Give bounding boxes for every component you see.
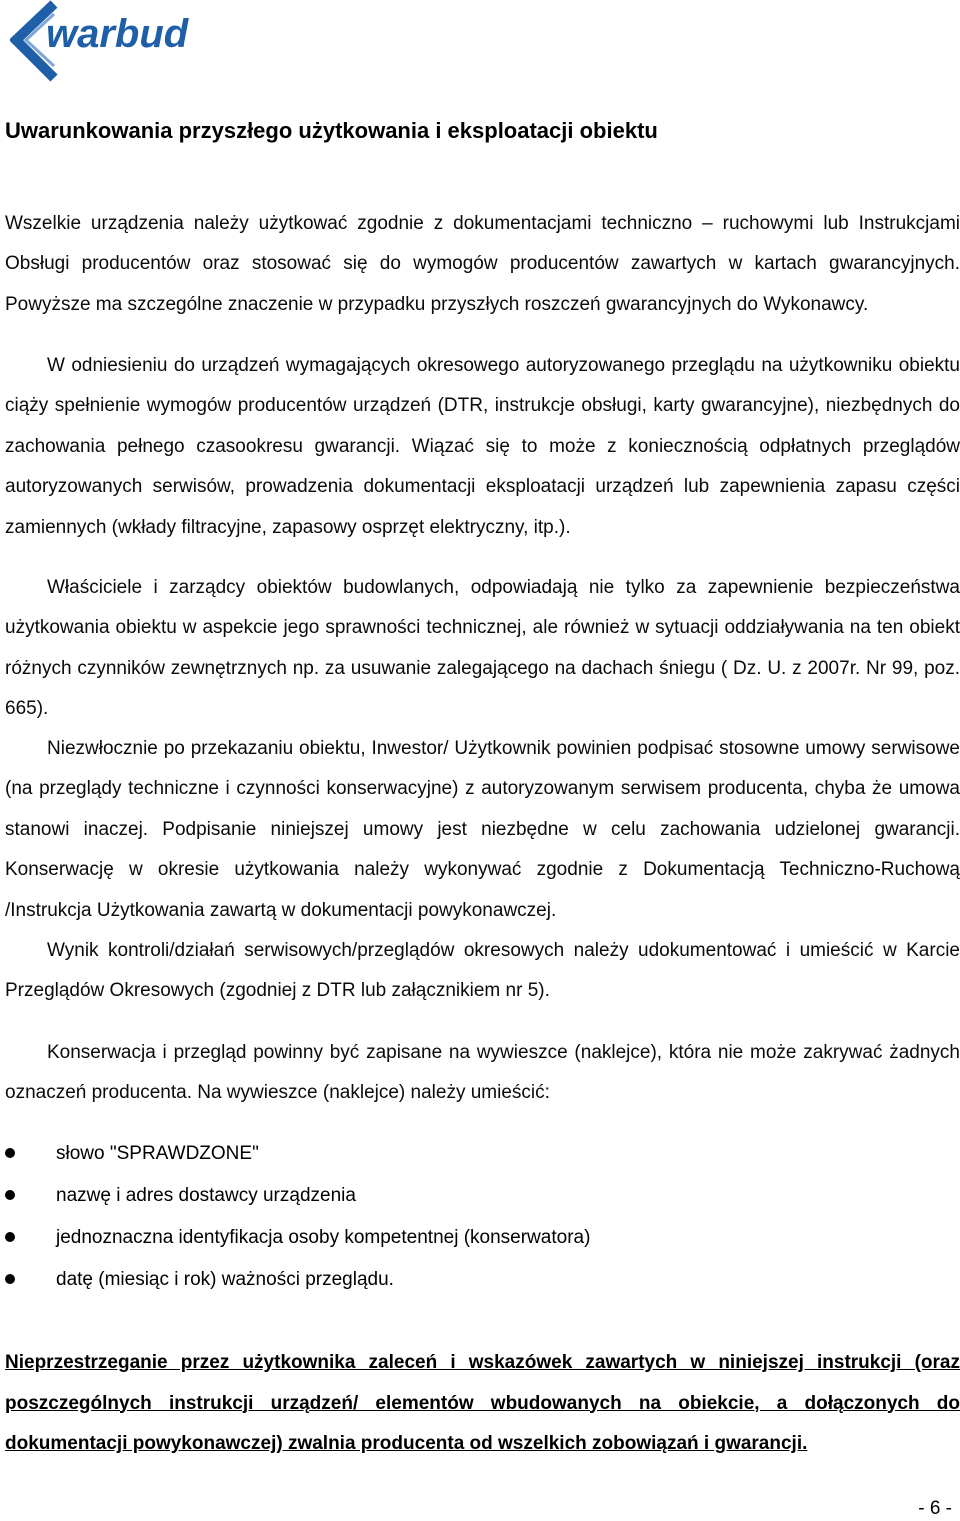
bullet-icon xyxy=(5,1148,15,1158)
paragraph-5-text: Wynik kontroli/działań serwisowych/przeglądów okresowych należy udokumentować i umieścić w Karcie Przeglądów Okresowych (zgodniej z DTR lub załącznikiem nr 5). xyxy=(5,940,960,1002)
bullet-icon xyxy=(5,1232,15,1242)
paragraph-1: Wszelkie urządzenia należy użytkować zgodnie z dokumentacjami techniczno – ruchowymi lub Instrukcjami Obsługi producentów oraz stosować się do wymogów producentów zawartych w kartach gwarancyjnych. Powyższe ma szczególne znaczenie w przypadku przyszłych roszczeń gwarancyjnych do Wykonawcy. xyxy=(5,213,960,315)
list-item-text: jednoznaczna identyfikacja osoby kompetentnej (konserwatora) xyxy=(56,1227,591,1248)
paragraph-5 xyxy=(5,931,960,1012)
list-item xyxy=(5,1218,590,1260)
page-number: - 6 - xyxy=(918,1498,952,1519)
paragraph-3-text: Właściciele i zarządcy obiektów budowlanych, odpowiadają nie tylko za zapewnienie bezpieczeństwa użytkowania obiektu w aspekcie jego sprawności technicznej, ale również w sytuacji oddziaływania na ten obiekt różnych czynników zewnętrznych np. za usuwanie zalegającego na dachach śniegu ( Dz. U. z 2007r. Nr 99, poz. 665). xyxy=(5,577,960,720)
paragraph-2-text: W odniesieniu do urządzeń wymagających okresowego autoryzowanego przeglądu na użytkowniku obiektu ciąży spełnienie wymogów producentów urządzeń (DTR, instrukcje obsługi, karty gwarancyjne), niezbędnych do zachowania pełnego czasookresu gwarancji. Wiązać się to może z koniecznością odpłatnych przeglądów autoryzowanych serwisów, prowadzenia dokumentacji eksploatacji urządzeń lub zapewnienia zapasu części zamiennych (wkłady filtracyjne, zapasowy osprzęt elektryczny, itp.). xyxy=(5,355,960,538)
logo-text: warbud xyxy=(46,12,189,56)
paragraph-3 xyxy=(5,568,960,730)
list-item-text: datę (miesiąc i rok) ważności przeglądu. xyxy=(56,1269,394,1290)
list-item xyxy=(5,1134,590,1176)
page-title: Uwarunkowania przyszłego użytkowania i eksploatacji obiektu xyxy=(5,118,658,143)
list-item xyxy=(5,1260,590,1302)
list-item xyxy=(5,1176,590,1218)
warning-paragraph: Nieprzestrzeganie przez użytkownika zaleceń i wskazówek zawartych w niniejszej instrukcji (oraz poszczególnych instrukcji urządzeń/ elementów wbudowanych na obiekcie, a dołączonych do dokumentacji powykonawczej) zwalnia producenta od wszelkich zobowiązań i gwarancji. xyxy=(5,1352,960,1454)
paragraph-2 xyxy=(5,346,960,548)
paragraph-4 xyxy=(5,729,960,931)
bullet-icon xyxy=(5,1274,15,1284)
bullet-icon xyxy=(5,1190,15,1200)
paragraph-4-text: Niezwłocznie po przekazaniu obiektu, Inwestor/ Użytkownik powinien podpisać stosowne umowy serwisowe (na przeglądy techniczne i czynności konserwacyjne) z autoryzowanym serwisem producenta, chyba że umowa stanowi inaczej. Podpisanie niniejszej umowy jest niezbędne w celu zachowania udzielonej gwarancji. Konserwację w okresie użytkowania należy wykonywać zgodnie z Dokumentacją Techniczno-Ruchową /Instrukcja Użytkowania zawartą w dokumentacji powykonawczej. xyxy=(5,738,960,921)
paragraph-6 xyxy=(5,1033,960,1114)
list-item-text: nazwę i adres dostawcy urządzenia xyxy=(56,1185,356,1206)
list-item-text: słowo "SPRAWDZONE" xyxy=(56,1143,259,1164)
bullet-list xyxy=(5,1134,590,1302)
warbud-logo xyxy=(10,0,250,86)
paragraph-6-text: Konserwacja i przegląd powinny być zapisane na wywieszce (naklejce), która nie może zakrywać żadnych oznaczeń producenta. Na wywieszce (naklejce) należy umieścić: xyxy=(5,1042,960,1104)
